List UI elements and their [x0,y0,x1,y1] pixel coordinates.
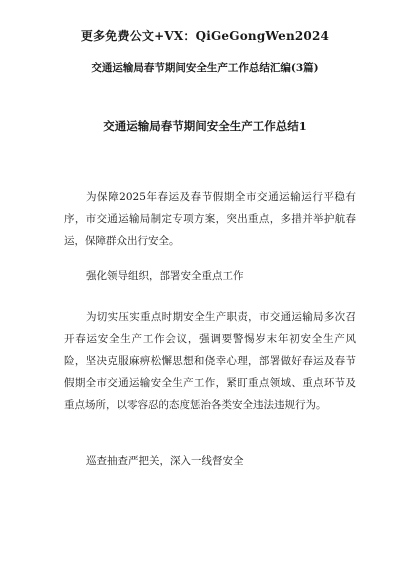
document-title: 交通运输局春节期间安全生产工作总结1 [103,119,307,133]
collection-title: 交通运输局春节期间安全生产工作总结汇编(3篇) [91,62,319,74]
promo-banner: 更多免费公文+VX：QiGeGongWen2024 [80,29,330,43]
body-paragraph: 为保障2025年春运及春节假期全市交通运输运行平稳有序，市交通运输局制定专项方案，突出重点，多措并举护航春运，保障群众出行安全。 [64,191,356,247]
section-heading: 强化领导组织，部署安全重点工作 [86,270,244,282]
section-heading: 巡查抽查严把关，深入一线督安全 [86,455,244,467]
body-paragraph: 为切实压实重点时期安全生产职责，市交通运输局多次召开春运安全生产工作会议，强调要警惕岁末年初安全生产风险，坚决克服麻痹松懈思想和侥幸心理，部署做好春运及春节假期全市交通运输安全生产工作，紧盯重点领域、重点环节及重点场所，以零容忍的态度惩治各类安全违法违规行为。 [64,311,356,411]
